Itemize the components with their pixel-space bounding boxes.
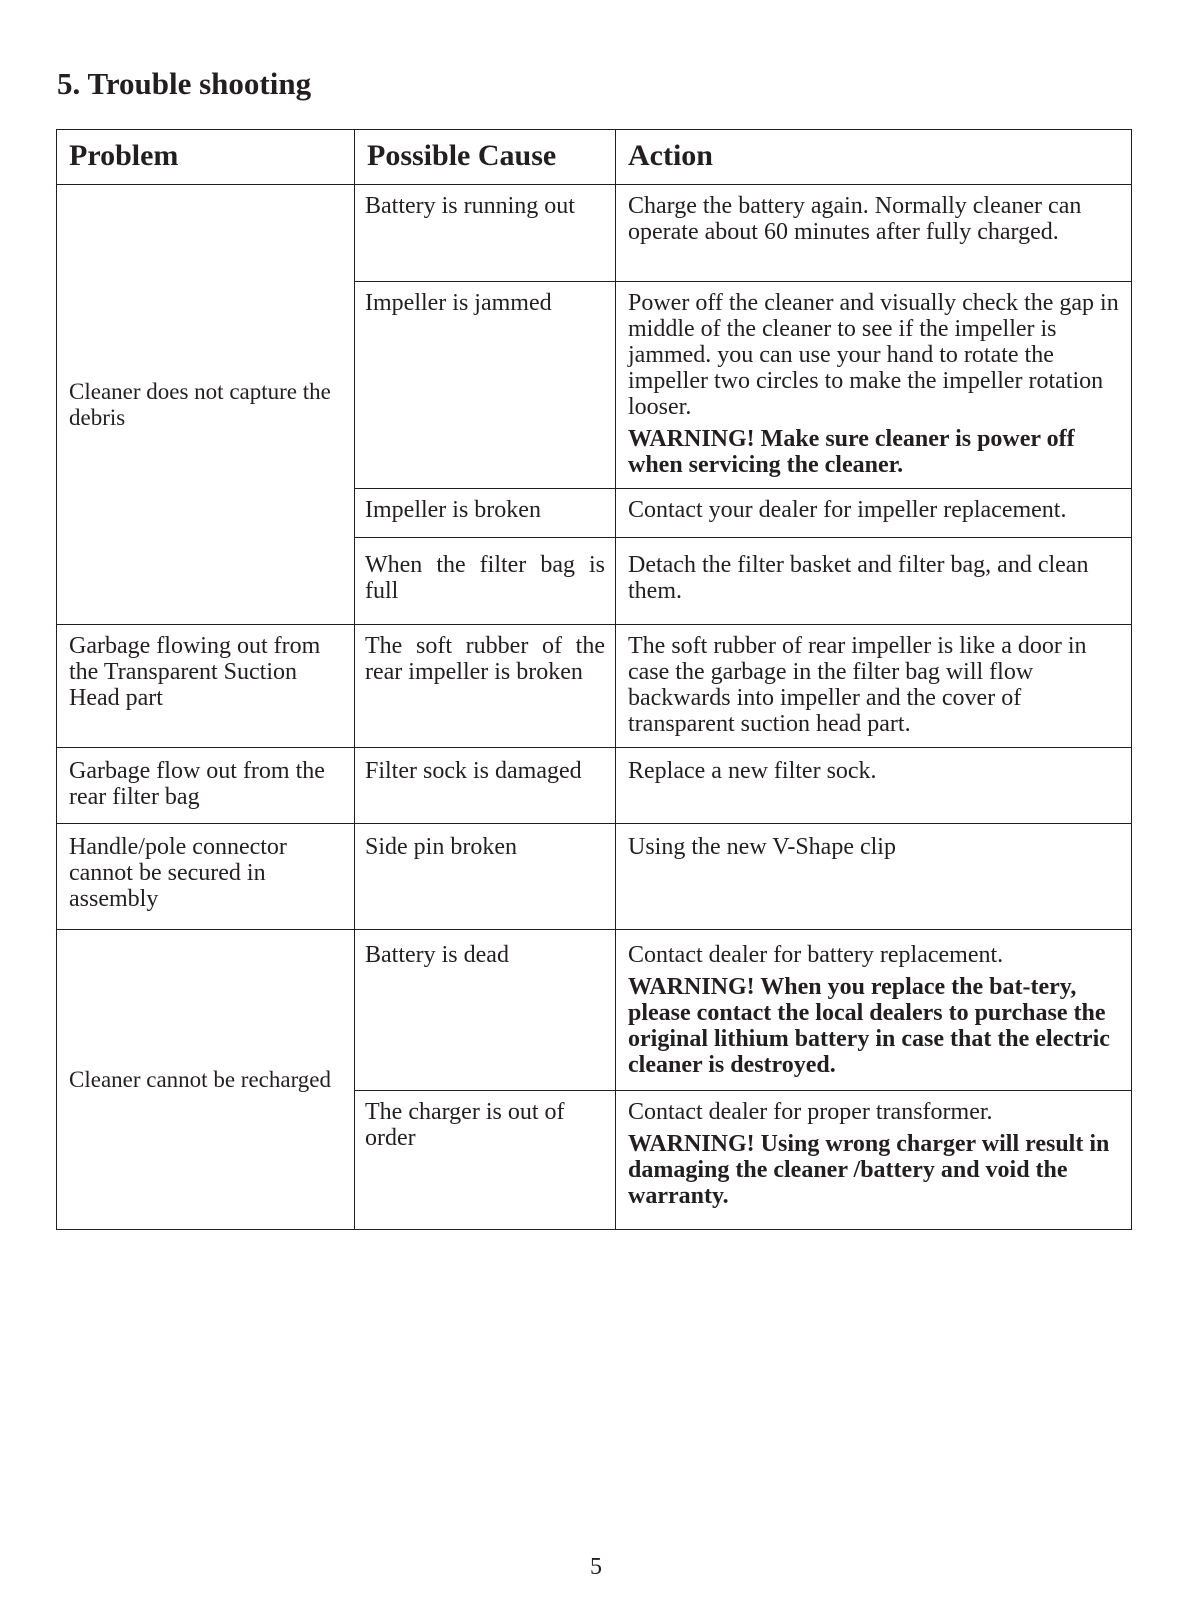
cause-cell: Battery is dead xyxy=(355,930,616,1091)
problem-cell: Handle/pole connector cannot be secured in assembly xyxy=(57,824,355,930)
action-cell: Replace a new filter sock. xyxy=(616,748,1132,824)
warning-text: WARNING! Make sure cleaner is power off when servicing the cleaner. xyxy=(628,426,1075,478)
header-possible-cause: Possible Cause xyxy=(355,130,616,185)
warning-text: WARNING! When you replace the bat-tery, please contact the local dealers to purchase the original lithium battery in case that the electric cleaner is destroyed. xyxy=(628,974,1110,1078)
cause-cell: When the filter bag is full xyxy=(355,538,616,625)
action-cell xyxy=(616,1091,1132,1230)
action-text: Contact dealer for battery replacement. xyxy=(628,942,1004,968)
action-cell xyxy=(616,282,1132,489)
cause-cell: Battery is running out xyxy=(355,185,616,282)
problem-cell: Cleaner cannot be recharged xyxy=(57,930,355,1230)
action-cell: Detach the filter basket and filter bag, and clean them. xyxy=(616,538,1132,625)
warning-text: WARNING! Using wrong charger will result in damaging the cleaner /battery and void the warranty. xyxy=(628,1131,1110,1209)
action-cell: The soft rubber of rear impeller is like a door in case the garbage in the filter bag will flow backwards into impeller and the cover of transparent suction head part. xyxy=(616,625,1132,748)
page-number: 5 xyxy=(590,1554,602,1580)
cause-cell: Side pin broken xyxy=(355,824,616,930)
problem-cell: Garbage flow out from the rear filter bag xyxy=(57,748,355,824)
cause-cell: Impeller is broken xyxy=(355,489,616,538)
action-cell xyxy=(616,930,1132,1091)
cause-cell: The soft rubber of the rear impeller is broken xyxy=(355,625,616,748)
cause-cell: The charger is out of order xyxy=(355,1091,616,1230)
troubleshooting-table xyxy=(56,129,1132,1230)
table-row xyxy=(57,185,1132,282)
table-row xyxy=(57,824,1132,930)
action-cell: Contact your dealer for impeller replacement. xyxy=(616,489,1132,538)
action-text: Contact dealer for proper transformer. xyxy=(628,1099,993,1125)
header-action: Action xyxy=(616,130,1132,185)
problem-cell: Garbage flowing out from the Transparent Suction Head part xyxy=(57,625,355,748)
table-row xyxy=(57,930,1132,1091)
action-cell: Using the new V-Shape clip xyxy=(616,824,1132,930)
header-problem: Problem xyxy=(57,130,355,185)
table-header-row xyxy=(57,130,1132,185)
problem-cell: Cleaner does not capture the debris xyxy=(57,185,355,625)
action-text: Power off the cleaner and visually check the gap in middle of the cleaner to see if the impeller is jammed. you can use your hand to rotate the impeller two circles to make the impeller rotation looser. xyxy=(628,290,1119,420)
page-title: 5. Trouble shooting xyxy=(57,66,312,101)
cause-cell: Impeller is jammed xyxy=(355,282,616,489)
table-row xyxy=(57,748,1132,824)
table-row xyxy=(57,625,1132,748)
action-cell: Charge the battery again. Normally cleaner can operate about 60 minutes after fully charged. xyxy=(616,185,1132,282)
cause-cell: Filter sock is damaged xyxy=(355,748,616,824)
